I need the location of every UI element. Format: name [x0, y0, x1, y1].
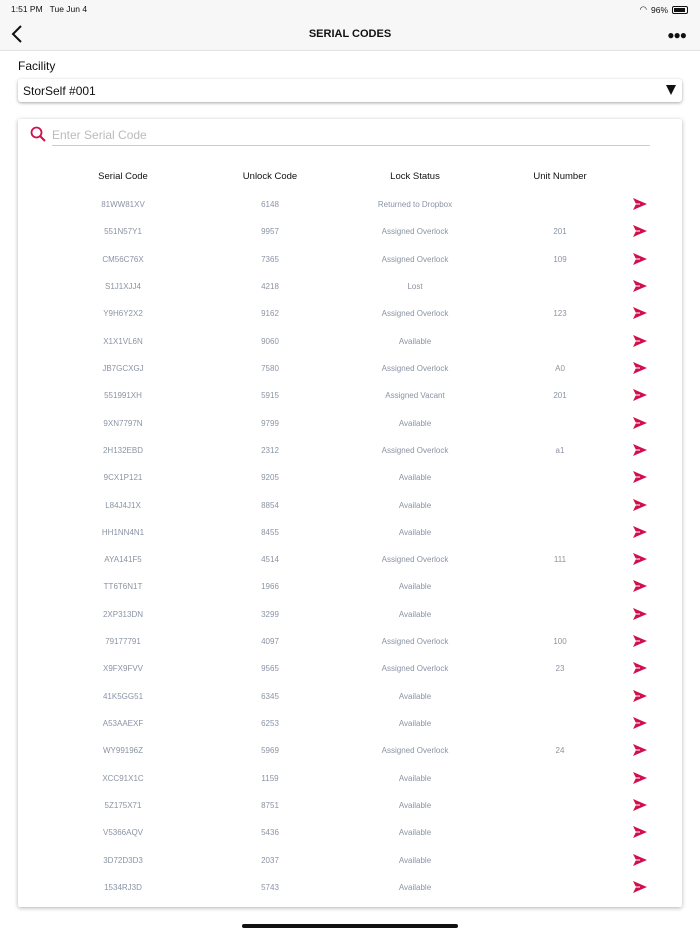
serial-code-cell: 3D72D3D3: [103, 855, 143, 865]
send-icon[interactable]: [632, 416, 648, 430]
table-row[interactable]: [18, 828, 682, 855]
unlock-code-cell: 4218: [261, 281, 279, 291]
unlock-code-cell: 6148: [261, 200, 279, 209]
send-icon[interactable]: [632, 306, 648, 320]
serial-code-cell: 5Z175X71: [104, 801, 142, 811]
lock-status-cell: Assigned Overlock: [381, 309, 449, 319]
table-row[interactable]: [18, 200, 682, 227]
unit-number-cell: a1: [555, 445, 565, 455]
status-bar: [0, 0, 700, 18]
lock-status-cell: Available: [398, 500, 432, 510]
table-row[interactable]: [18, 719, 682, 746]
serial-code-cell: 1534RJ3D: [104, 883, 142, 892]
send-icon[interactable]: [632, 279, 648, 293]
serial-code-cell: 551991XH: [104, 391, 142, 401]
table-row[interactable]: [18, 582, 682, 609]
serial-code-cell: Y9H6Y2X2: [103, 309, 143, 319]
send-icon[interactable]: [632, 224, 648, 238]
send-icon[interactable]: [632, 689, 648, 703]
send-icon[interactable]: [632, 552, 648, 566]
serial-code-cell: HH1NN4N1: [101, 527, 145, 537]
header-unit-number: Unit Number: [533, 171, 587, 182]
unlock-code-cell: 5436: [261, 828, 279, 838]
table-row[interactable]: [18, 610, 682, 637]
unlock-code-cell: 8455: [261, 527, 279, 537]
unlock-code-cell: 1159: [261, 773, 279, 783]
facility-select[interactable]: [18, 79, 682, 102]
table-row[interactable]: [18, 801, 682, 828]
table-row[interactable]: [18, 255, 682, 282]
serial-code-cell: XCC91X1C: [102, 773, 144, 783]
lock-status-cell: Assigned Vacant: [385, 391, 445, 401]
status-time: 1:51 PM Tue Jun 4: [11, 4, 88, 14]
unit-number-cell: 24: [555, 746, 565, 756]
unit-number-cell: 123: [553, 309, 567, 319]
lock-status-cell: Available: [398, 691, 432, 701]
serial-code-cell: X1X1VL6N: [103, 336, 143, 346]
facility-label: Facility: [18, 59, 56, 73]
lock-status-cell: Available: [398, 801, 432, 811]
table-row[interactable]: [18, 473, 682, 500]
serial-code-cell: CM56C76X: [102, 254, 144, 264]
facility-selected: StorSelf #001: [23, 84, 96, 98]
header-lock-status: Lock Status: [390, 171, 440, 182]
table-row[interactable]: [18, 364, 682, 391]
unlock-code-cell: 9205: [261, 473, 279, 483]
send-icon[interactable]: [632, 634, 648, 648]
serial-code-cell: WY99196Z: [102, 746, 144, 756]
serial-code-cell: 2H132EBD: [102, 445, 144, 455]
serial-codes-card: [18, 119, 682, 907]
table-row[interactable]: [18, 528, 682, 555]
send-icon[interactable]: [632, 825, 648, 839]
table-row[interactable]: [18, 337, 682, 364]
lock-status-cell: Assigned Overlock: [381, 363, 449, 373]
search-icon: [30, 126, 46, 142]
wifi-icon: ◠: [639, 4, 647, 14]
home-indicator: [242, 924, 458, 928]
lock-status-cell: Assigned Overlock: [381, 445, 449, 455]
table-row[interactable]: [18, 309, 682, 336]
lock-status-cell: Assigned Overlock: [381, 555, 449, 565]
unlock-code-cell: 2037: [261, 855, 279, 865]
lock-status-cell: Assigned Overlock: [381, 254, 449, 264]
table-row[interactable]: [18, 664, 682, 691]
header-serial-code: Serial Code: [98, 171, 148, 182]
dropdown-arrow-icon: [666, 85, 676, 95]
search-bar: [30, 125, 650, 147]
unlock-code-cell: 2312: [261, 445, 279, 455]
send-icon[interactable]: [632, 716, 648, 730]
serial-code-cell: 81WW81XV: [101, 200, 145, 209]
unlock-code-cell: 7580: [261, 363, 279, 373]
unlock-code-cell: 8751: [261, 801, 279, 811]
unlock-code-cell: 9957: [261, 227, 279, 237]
table-row[interactable]: [18, 692, 682, 719]
send-icon[interactable]: [632, 798, 648, 812]
table-row[interactable]: [18, 883, 682, 910]
unlock-code-cell: 9565: [261, 664, 279, 674]
unit-number-cell: 111: [553, 555, 567, 565]
table-row[interactable]: [18, 282, 682, 309]
lock-status-cell: Lost: [407, 281, 423, 291]
serial-code-cell: 551N57Y1: [104, 227, 142, 237]
unit-number-cell: 201: [553, 227, 567, 237]
send-icon[interactable]: [632, 771, 648, 785]
serial-code-cell: 41K5GG51: [102, 691, 144, 701]
lock-status-cell: Available: [398, 609, 432, 619]
unit-number-cell: 23: [555, 664, 565, 674]
table-row[interactable]: [18, 501, 682, 528]
unlock-code-cell: 6253: [261, 719, 279, 729]
serial-code-cell: JB7GCXGJ: [102, 363, 144, 373]
table-row[interactable]: [18, 555, 682, 582]
send-icon[interactable]: [632, 470, 648, 484]
lock-status-cell: Assigned Overlock: [381, 746, 449, 756]
page-title: SERIAL CODES: [308, 28, 392, 40]
send-icon[interactable]: [632, 388, 648, 402]
send-icon[interactable]: [632, 443, 648, 457]
table-row[interactable]: [18, 446, 682, 473]
more-options-icon[interactable]: ●●●: [667, 28, 686, 42]
serial-code-cell: TT6T6N1T: [103, 582, 143, 592]
lock-status-cell: Available: [398, 855, 432, 865]
table-row[interactable]: [18, 637, 682, 664]
serial-code-cell: 9CX1P121: [103, 473, 143, 483]
serial-code-cell: 9XN7797N: [103, 418, 143, 428]
lock-status-cell: Available: [398, 828, 432, 838]
unlock-code-cell: 5915: [261, 391, 279, 401]
table-row[interactable]: [18, 391, 682, 418]
lock-status-cell: Available: [398, 336, 432, 346]
unit-number-cell: 100: [553, 637, 567, 647]
serial-code-cell: V5366AQV: [102, 828, 144, 838]
unlock-code-cell: 8854: [261, 500, 279, 510]
table-row[interactable]: [18, 419, 682, 446]
lock-status-cell: Available: [398, 418, 432, 428]
lock-status-cell: Available: [398, 773, 432, 783]
lock-status-cell: Available: [398, 527, 432, 537]
send-icon[interactable]: [632, 525, 648, 539]
battery-icon: [672, 6, 688, 14]
serial-code-search-input[interactable]: [52, 125, 650, 146]
unlock-code-cell: 9162: [261, 309, 279, 319]
lock-status-cell: Available: [398, 473, 432, 483]
serial-code-cell: 2XP313DN: [102, 609, 144, 619]
table-row[interactable]: [18, 227, 682, 254]
send-icon[interactable]: [632, 579, 648, 593]
unlock-code-cell: 6345: [261, 691, 279, 701]
send-icon[interactable]: [632, 498, 648, 512]
lock-status-cell: Available: [398, 582, 432, 592]
unit-number-cell: 201: [553, 391, 567, 401]
serial-code-cell: S1J1XJJ4: [104, 281, 142, 291]
send-icon[interactable]: [632, 661, 648, 675]
unlock-code-cell: 3299: [261, 609, 279, 619]
unlock-code-cell: 5969: [261, 746, 279, 756]
send-icon[interactable]: [632, 361, 648, 375]
serial-code-cell: X9FX9FVV: [102, 664, 144, 674]
send-icon[interactable]: [632, 743, 648, 757]
table-row[interactable]: [18, 856, 682, 883]
lock-status-cell: Available: [398, 719, 432, 729]
unlock-code-cell: 1966: [261, 582, 279, 592]
table-row[interactable]: [18, 774, 682, 801]
send-icon[interactable]: [632, 853, 648, 867]
send-icon[interactable]: [632, 197, 648, 211]
lock-status-cell: Assigned Overlock: [381, 664, 449, 674]
lock-status-cell: Assigned Overlock: [381, 637, 449, 647]
unlock-code-cell: 7365: [261, 254, 279, 264]
battery-percent: 96%: [650, 4, 668, 15]
send-icon[interactable]: [632, 880, 648, 894]
serial-code-cell: A53AAEXF: [102, 719, 144, 729]
send-icon[interactable]: [632, 252, 648, 266]
lock-status-cell: Returned to Dropbox: [377, 200, 453, 209]
table-row[interactable]: [18, 746, 682, 773]
unlock-code-cell: 4514: [261, 555, 279, 565]
serial-code-cell: L84J4J1X: [105, 500, 141, 510]
unlock-code-cell: 4097: [261, 637, 279, 647]
send-icon[interactable]: [632, 607, 648, 621]
unlock-code-cell: 9799: [261, 418, 279, 428]
unlock-code-cell: 9060: [261, 336, 279, 346]
send-icon[interactable]: [632, 334, 648, 348]
unit-number-cell: A0: [555, 363, 565, 373]
lock-status-cell: Available: [398, 883, 432, 892]
lock-status-cell: Assigned Overlock: [381, 227, 449, 237]
serial-code-cell: AYA141F5: [104, 555, 142, 565]
serial-code-cell: 79177791: [105, 637, 141, 647]
header-unlock-code: Unlock Code: [242, 171, 298, 182]
unit-number-cell: 109: [553, 254, 567, 264]
nav-bar: [0, 18, 700, 51]
unlock-code-cell: 5743: [261, 883, 279, 892]
